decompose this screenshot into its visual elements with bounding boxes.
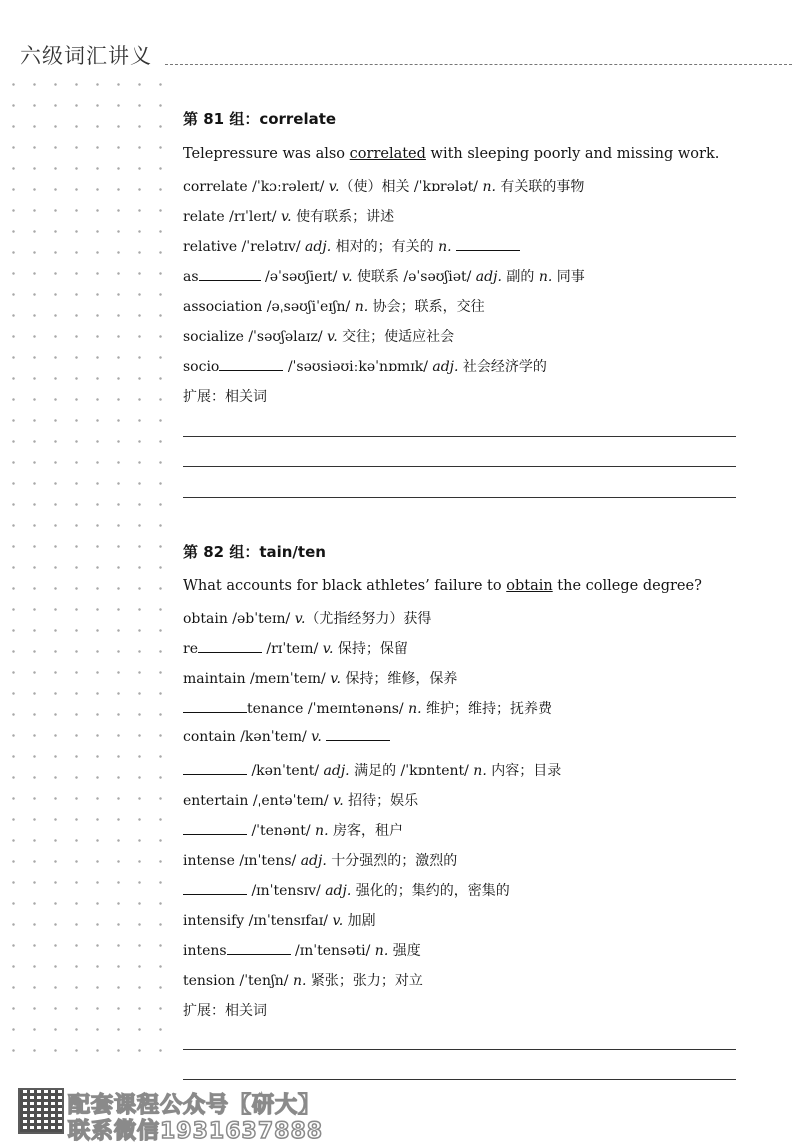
- group-82-heading: 第 82 组：tain/ten: [183, 543, 326, 561]
- writing-line: [183, 466, 736, 467]
- entry-entertain: entertain /ˌentəˈteɪn/ v. 招待；娱乐: [183, 793, 419, 809]
- group-81-example-sentence: Telepressure was also correlated with sleeping poorly and missing work.: [183, 146, 720, 162]
- writing-line: [183, 1049, 736, 1050]
- fill-blank: [183, 700, 247, 713]
- entry-tenant: /ˈtenənt/ n. 房客，租户: [183, 820, 403, 840]
- group-82-example-sentence: What accounts for black athletes’ failure to obtain the college degree?: [183, 578, 702, 594]
- group-81-heading: 第 81 组：correlate: [183, 110, 337, 128]
- fill-blank: [326, 728, 390, 741]
- entry-content: /kənˈtent/ adj. 满足的 /ˈkɒntent/ n. 内容；目录: [183, 760, 561, 780]
- entry-maintenance: tenance /ˈmeɪntənəns/ n. 维护；维持；抚养费: [183, 698, 552, 718]
- fill-blank: [199, 268, 261, 281]
- entry-intensify: intensify /ɪnˈtensɪfaɪ/ v. 加剧: [183, 913, 376, 929]
- entry-obtain: obtain /əbˈteɪn/ v.（尤指经努力）获得: [183, 611, 432, 627]
- entry-maintain: maintain /meɪnˈteɪn/ v. 保持；维修，保养: [183, 671, 458, 687]
- entry-socialize: socialize /ˈsəʊʃəlaɪz/ v. 交往；使适应社会: [183, 329, 455, 345]
- entry-associate: as /əˈsəʊʃieɪt/ v. 使联系 /əˈsəʊʃiət/ adj. 副的 n. 同事: [183, 269, 585, 285]
- page-header-title: 六级词汇讲义: [20, 44, 152, 68]
- entry-association: association /əˌsəʊʃiˈeɪʃn/ n. 协会；联系，交往: [183, 299, 485, 315]
- group-81-extension-label: 扩展：相关词: [183, 389, 267, 405]
- watermark-line-2: 联系微信1931637888: [68, 1119, 324, 1144]
- writing-line: [183, 436, 736, 437]
- fill-blank: [456, 238, 520, 251]
- entry-contain: contain /kənˈteɪn/ v.: [183, 728, 390, 745]
- keyword: correlated: [349, 146, 426, 162]
- entry-correlate: correlate /ˈkɔːrəleɪt/ v.（使）相关 /ˈkɒrələt/ n. 有关联的事物: [183, 179, 585, 195]
- entry-relate: relate /rɪˈleɪt/ v. 使有联系；讲述: [183, 209, 395, 225]
- entry-intense: intense /ɪnˈtens/ adj. 十分强烈的；激烈的: [183, 853, 458, 869]
- entry-socioeconomic: socio /ˈsəʊsiəʊiːkəˈnɒmɪk/ adj. 社会经济学的: [183, 359, 547, 375]
- entry-intensity: intens /ɪnˈtensəti/ n. 强度: [183, 943, 421, 959]
- fill-blank: [227, 942, 291, 955]
- qr-code-icon: [18, 1088, 64, 1134]
- footer-watermark: [18, 1080, 324, 1144]
- header-rule: [165, 64, 792, 65]
- entry-intensive: /ɪnˈtensɪv/ adj. 强化的；集约的，密集的: [183, 880, 510, 900]
- entry-relative: relative /ˈrelətɪv/ adj. 相对的；有关的 n.: [183, 236, 520, 256]
- fill-blank: [183, 762, 247, 775]
- fill-blank: [219, 358, 283, 371]
- fill-blank: [198, 640, 262, 653]
- group-82-extension-label: 扩展：相关词: [183, 1003, 267, 1019]
- watermark-line-1: 配套课程公众号【研大】: [68, 1093, 322, 1118]
- entry-tension: tension /ˈtenʃn/ n. 紧张；张力；对立: [183, 973, 423, 989]
- entry-retain: re /rɪˈteɪn/ v. 保持；保留: [183, 641, 408, 657]
- keyword: obtain: [506, 578, 553, 594]
- writing-line: [183, 497, 736, 498]
- fill-blank: [183, 822, 247, 835]
- dot-grid-margin: [0, 70, 175, 1070]
- fill-blank: [183, 882, 247, 895]
